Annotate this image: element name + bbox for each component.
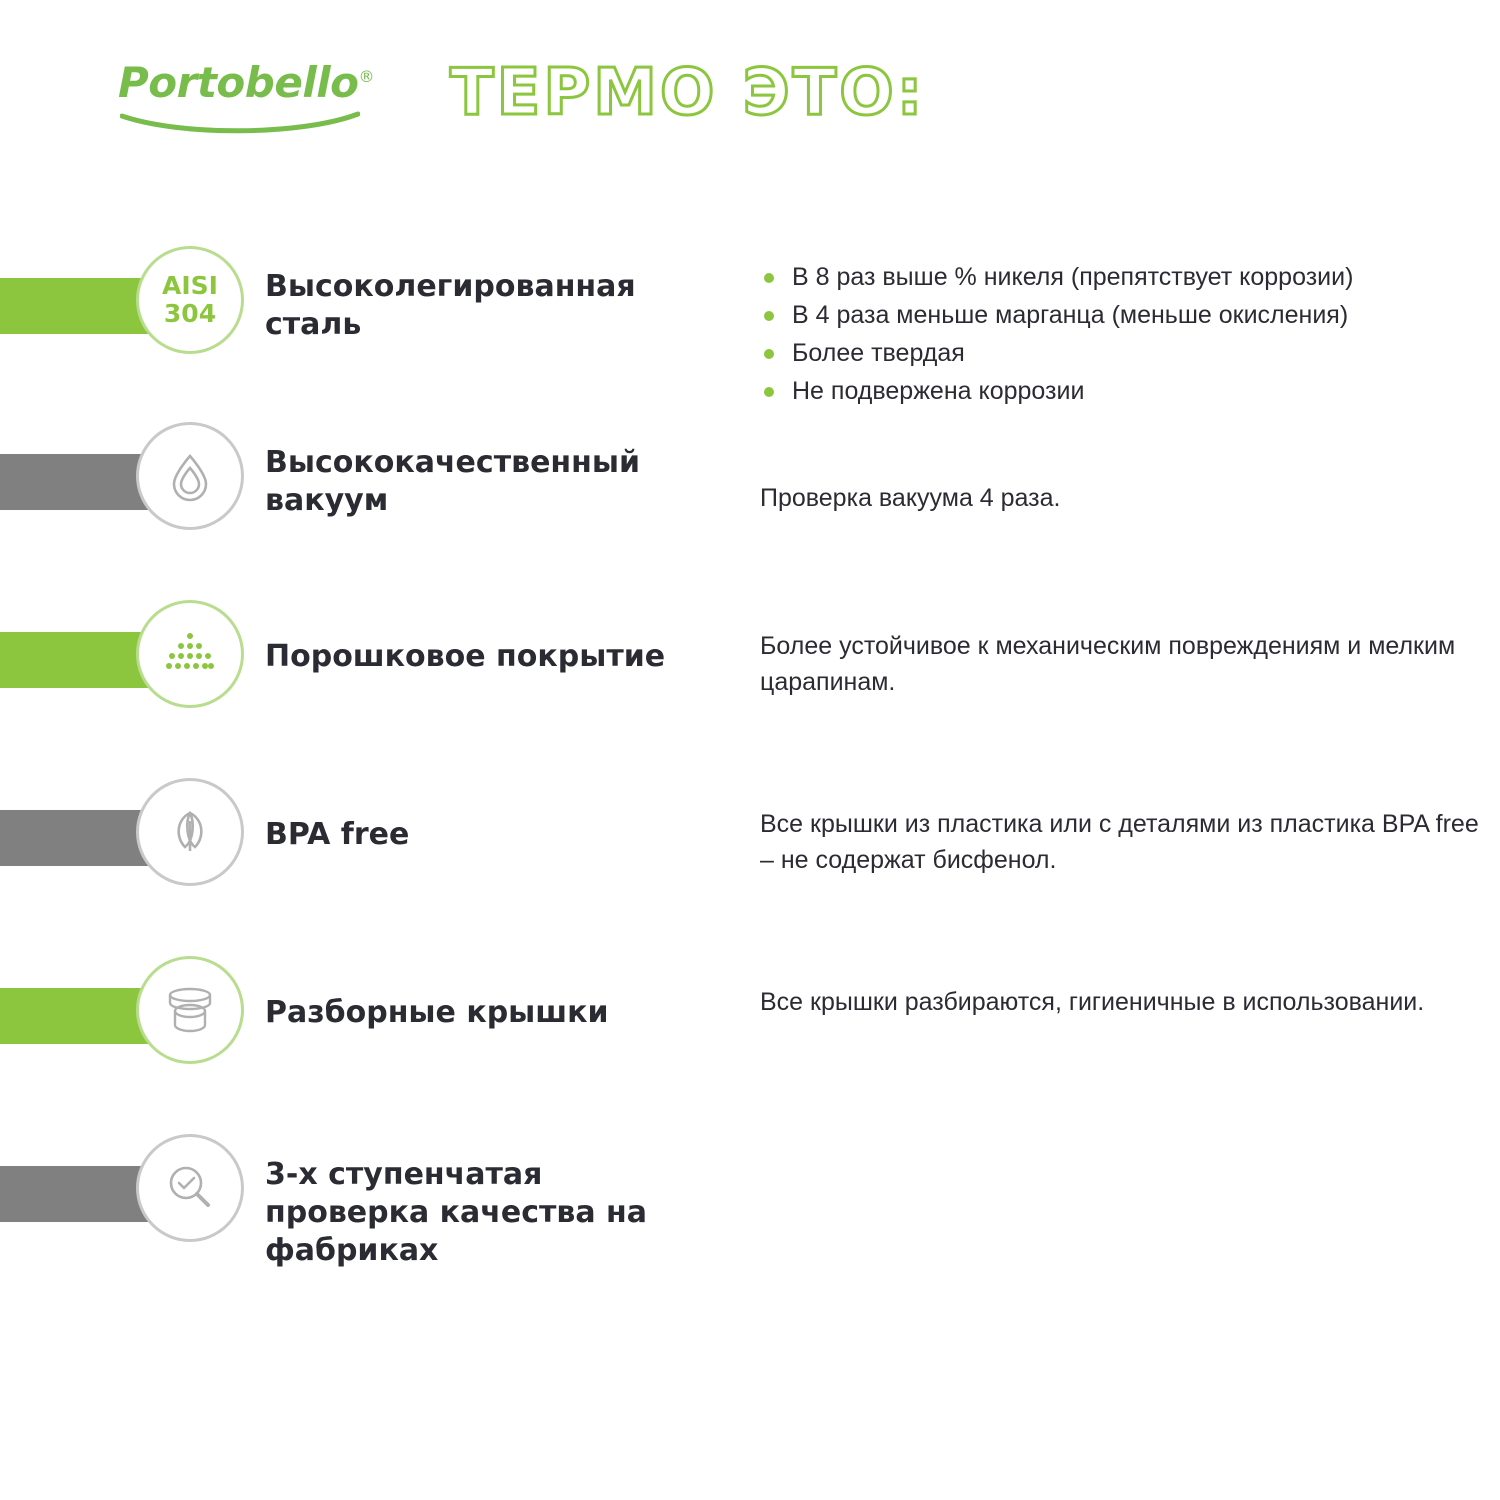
feature-row-vacuum: [0, 422, 1500, 542]
feature-title: Высококачественный вакуум: [265, 445, 641, 518]
feature-title: 3-х ступенчатая проверка качества на фабриках: [265, 1157, 648, 1268]
feature-row-coating: [0, 600, 1500, 720]
brand-logo-text: [118, 58, 378, 107]
water-drop-icon: [136, 422, 244, 530]
feature-row-quality-check: [0, 1134, 1500, 1268]
feature-description: Все крышки разбираются, гигиеничные в использовании.: [760, 988, 1425, 1016]
leaf-icon: [136, 778, 244, 886]
bullet-item: В 4 раза меньше марганца (меньше окисления): [760, 296, 1500, 334]
brand-logo: [118, 58, 378, 142]
bullet-item: Более твердая: [760, 334, 1500, 372]
aisi-grade: 304: [163, 299, 217, 328]
logo-swoosh-icon: [120, 110, 360, 136]
powder-dots-icon: [136, 600, 244, 708]
feature-title: BPA free: [265, 817, 410, 852]
page-title: ТЕРМО ЭТО:: [450, 56, 926, 130]
lid-icon: [136, 956, 244, 1064]
registered-mark: ®: [358, 67, 374, 86]
aisi-label: AISI: [162, 271, 218, 300]
feature-row-bpa: [0, 778, 1500, 898]
feature-bullet-list: [760, 258, 1500, 410]
brand-name: Portobello: [118, 58, 359, 107]
feature-title: Разборные крышки: [265, 995, 609, 1030]
bullet-item: В 8 раз выше % никеля (препятствует коррозии): [760, 258, 1500, 296]
feature-row-lids: [0, 956, 1500, 1076]
aisi-304-badge-icon: [136, 246, 244, 354]
feature-description: Проверка вакуума 4 раза.: [760, 484, 1061, 512]
feature-description: Более устойчивое к механическим повреждениям и мелким царапинам.: [760, 632, 1456, 696]
page-header: [0, 0, 1500, 180]
feature-row-steel: [0, 246, 1500, 405]
bullet-item: Не подвержена коррозии: [760, 372, 1500, 410]
feature-description: Все крышки из пластика или с деталями из пластика BPA free – не содержат бисфенол.: [760, 810, 1479, 874]
feature-title: Высоколегированная сталь: [265, 269, 636, 342]
feature-title: Порошковое покрытие: [265, 639, 666, 674]
magnifier-check-icon: [136, 1134, 244, 1242]
